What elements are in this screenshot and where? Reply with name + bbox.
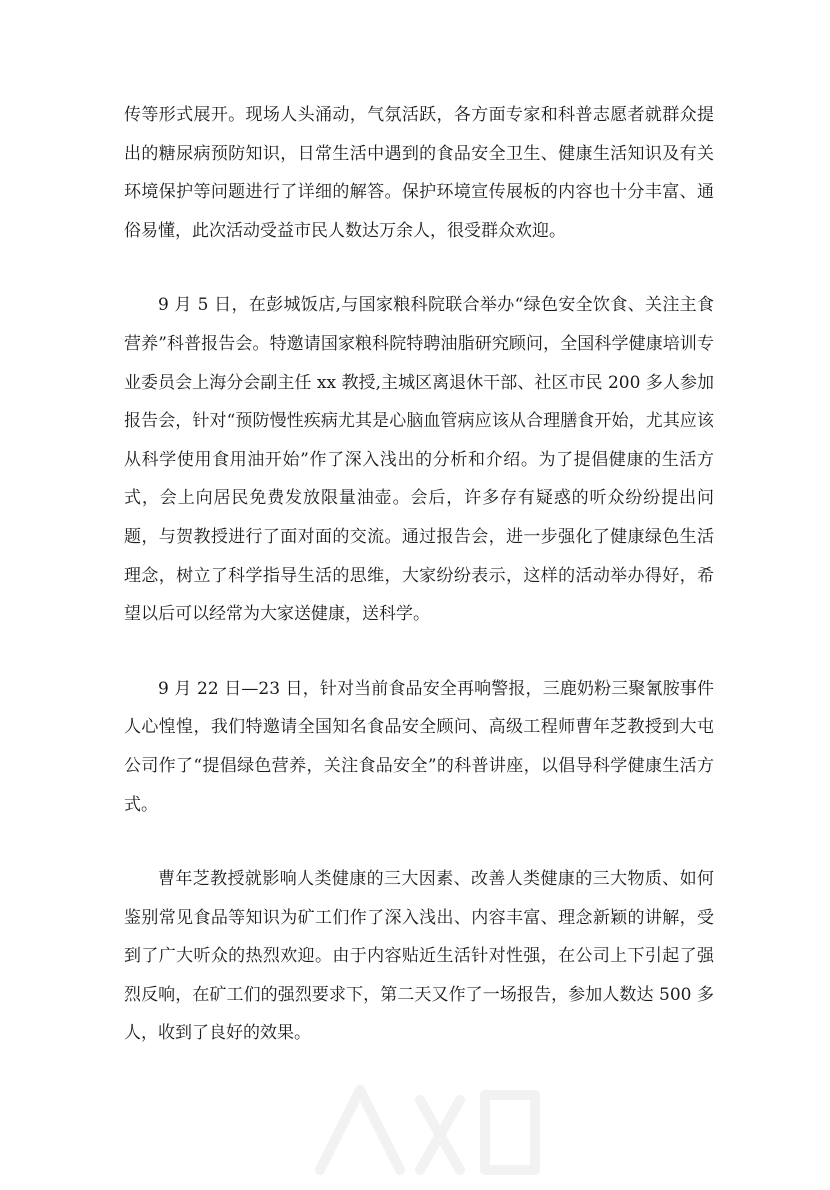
paragraph-1: 传等形式展开。现场人头涌动，气氛活跃，各方面专家和科普志愿者就群众提出的糖尿病预防知识，日常生活中遇到的食品安全卫生、健康生活知识及有关环境保护等问题进行了详细的解答。保护环境宣传展板的内容也十分丰富、通俗易懂，此次活动受益市民人数达万余人，很受群众欢迎。 [124, 105, 714, 241]
watermark-logo [300, 1070, 560, 1190]
document-body [124, 96, 714, 1089]
paragraph-2: 9 月 5 日，在彭城饭店,与国家粮科院联合举办“绿色安全饮食、关注主食营养”科普报告会。特邀请国家粮科院特聘油脂研究顾问，全国科学健康培训专业委员会上海分会副主任 xx 教授,主城区离退休干部、社区市民 200 多人参加报告会，针对“预防慢性疾病尤其是心脑血管病应该从合理膳食开始，尤其应该从科学使用食用油开始”作了深入浅出的分析和介绍。为了提倡健康的生活方式，会上向居民免费发放限量油壶。会后，许多存有疑惑的听众纷纷提出问题，与贺教授进行了面对面的交流。通过报告会，进一步强化了健康绿色生活理念，树立了科学指导生活的思维，大家纷纷表示，这样的活动举办得好，希望以后可以经常为大家送健康，送科学。 [124, 295, 714, 625]
paragraph-4: 曹年芝教授就影响人类健康的三大因素、改善人类健康的三大物质、如何鉴别常见食品等知识为矿工们作了深入浅出、内容丰富、理念新颖的讲解，受到了广大听众的热烈欢迎。由于内容贴近生活针对性强，在公司上下引起了强烈反响，在矿工们的强烈要求下，第二天又作了一场报告，参加人数达 500 多人，收到了良好的效果。 [124, 869, 714, 1044]
paragraph-3: 9 月 22 日—23 日，针对当前食品安全再响警报，三鹿奶粉三聚氰胺事件人心惶惶，我们特邀请全国知名食品安全顾问、高级工程师曹年芝教授到大屯公司作了“提倡绿色营养，关注食品安全”的科普讲座，以倡导科学健康生活方式。 [124, 678, 714, 815]
